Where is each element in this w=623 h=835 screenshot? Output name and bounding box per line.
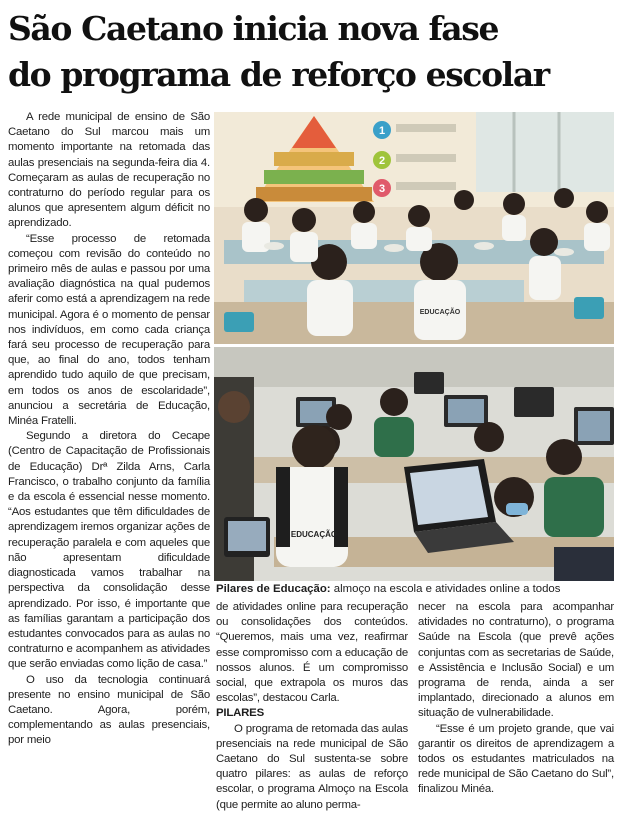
cafeteria-photo [214, 112, 614, 344]
caption-text: almoço na escola e atividades online a todos [333, 583, 561, 595]
article-column-2 [216, 600, 408, 813]
paragraph: A rede municipal de ensino de São Caetano do Sul marcou mais um momento importante na retomada das aulas presenciais na segunda-feira dia 4. Começaram as aulas de recuperação no contraturno do período regular para os alunos que apresentem algum déficit no aprendizado. [8, 111, 210, 230]
paragraph: necer na escola para acompanhar atividades no contraturno), o programa Saúde na Escola (que prevê ações conjuntas com as secretarias de Saúde, e Assistência e Inclusão Social) e um programa de renda, ainda a ser implantado, direcionado a alunos em situação de vulnerabilidade. [418, 601, 614, 720]
photo-caption [216, 582, 616, 597]
caption-label: Pilares de Educação: [216, 583, 331, 595]
paragraph: “Esse é um projeto grande, que vai garantir os direitos de aprendizagem a todos os estudantes matriculados na rede municipal de São Caetano do Sul”, finalizou Minéa. [418, 722, 614, 796]
article-headline [8, 6, 618, 98]
headline-line-2: do programa de reforço escolar [8, 55, 549, 94]
wall-number: 3 [378, 183, 386, 195]
shirt-text: EDUCAÇÃO [419, 309, 461, 316]
paragraph: O uso da tecnologia continuará presente no ensino municipal de São Caetano. Agora, porém, complementando as aulas presenciais, por meio [8, 673, 210, 747]
wall-number: 2 [378, 155, 386, 167]
article-column-1 [8, 110, 210, 749]
classroom-photo-illustration [214, 347, 614, 581]
classroom-photo [214, 347, 614, 581]
section-subhead: PILARES [216, 707, 264, 720]
paragraph: “Esse processo de retomada começou com revisão do conteúdo no primeiro mês de aulas e passou por uma avaliação diagnóstica na qual pudemos aferir como está a aprendizagem na rede municipal. Agora é o momento de pensar nos indivíduos, em como cada criança fará seu processo de recuperação para que, ao final do ano, todos tenham aprendido tudo aquilo de que precisam, em todos os anos de escolaridade”, anunciou a secretária de Educação, Minéa Fratelli. [8, 232, 210, 428]
article-column-3 [418, 600, 614, 798]
paragraph: O programa de retomada das aulas presenciais na rede municipal de São Caetano do Sul sustenta-se sobre quatro pilares: as aulas de reforço escolar, o programa Almoço na Escola (que permite ao aluno perma- [216, 722, 408, 811]
shirt-text: EDUCAÇÃO [290, 530, 338, 539]
wall-number: 1 [378, 125, 386, 137]
cafeteria-photo-illustration [214, 112, 614, 344]
paragraph: Segundo a diretora do Cecape (Centro de Capacitação de Profissionais de Educação) Drª Zilda Arns, Carla Francisco, o trabalho conjunto da família e da escola é essencial nesse momento. “Aos estudantes que têm dificuldades de aprendizagem iremos organizar ações de recuperação paralela e com aqueles que não apresentam dificuldade diagnosticada vamos trabalhar na perspectiva da consolidação desse aprendizado. Por isso, é importante que as famílias garantam a participação dos estudantes convocados para as aulas no contraturno e acompanhem as atividades que serão enviadas como lição de casa.” [8, 430, 210, 671]
headline-line-1: São Caetano inicia nova fase [8, 9, 499, 48]
paragraph: de atividades online para recuperação ou consolidações dos conteúdos. “Queremos, mais uma vez, reafirmar esse compromisso com a educação de nossos alunos. É um compromisso social, que extrapola os muros das escolas”, destacou Carla. [216, 601, 408, 705]
